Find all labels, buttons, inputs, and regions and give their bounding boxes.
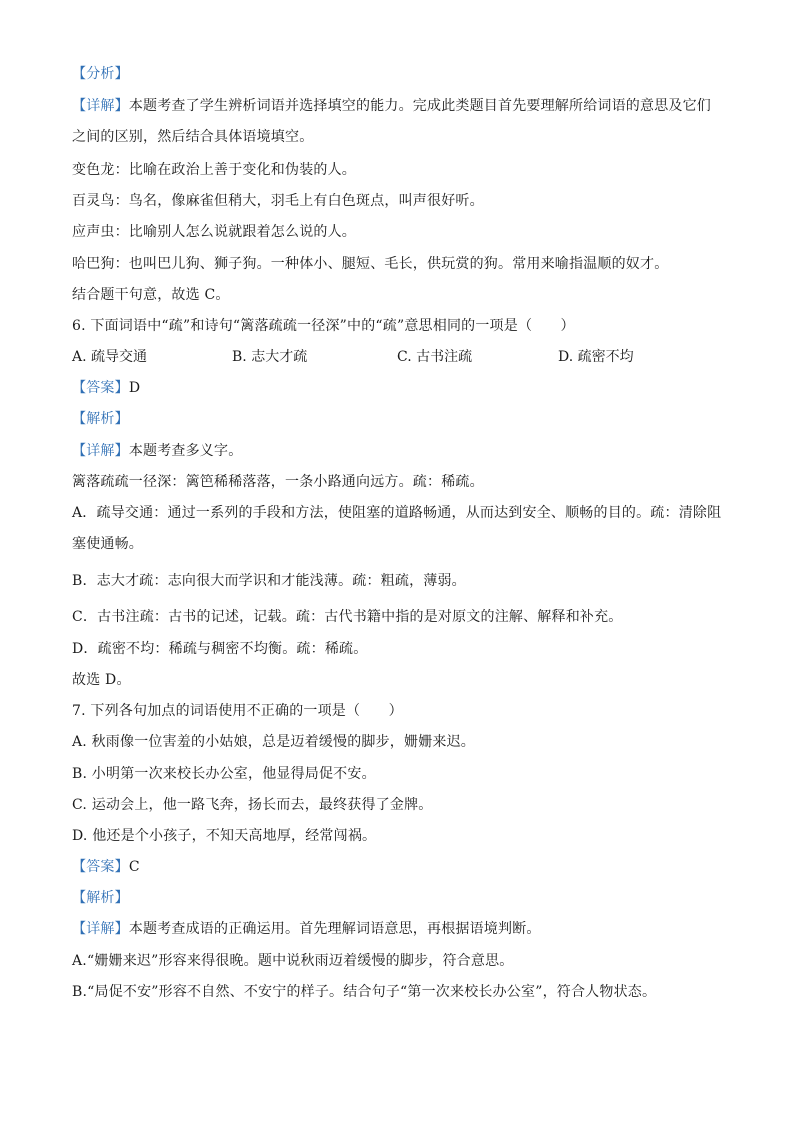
answer-6: 【答案】D (72, 380, 141, 396)
q6-option-b: B. 志大才疏 (232, 349, 308, 365)
detail-7: 【详解】本题考查成语的正确运用。首先理解词语意思，再根据语境判断。 (72, 921, 541, 937)
paragraph-option-b-6: B．志大才疏：志向很大而学识和才能浅薄。疏：粗疏，薄弱。 (72, 573, 466, 589)
paragraph-conclusion-6: 故选 D。 (72, 672, 131, 688)
tag-label: 【详解】 (72, 921, 129, 937)
paragraph-poem-meaning: 篱落疏疏一径深：篱笆稀稀落落，一条小路通向远方。疏：稀疏。 (72, 474, 484, 490)
detail-6: 【详解】本题考查多义字。 (72, 443, 243, 459)
q7-option-a: A. 秋雨像一位害羞的小姑娘，总是迈着缓慢的脚步，姗姗来迟。 (72, 734, 476, 750)
analysis-6 (72, 409, 129, 429)
paragraph-option-a-6: A．疏导交通：通过一系列的手段和方法，使阻塞的道路畅通，从而达到安全、顺畅的目的。疏：清除阻塞使通畅。 (72, 505, 722, 552)
paragraph-habagou: 哈巴狗：也叫巴儿狗、狮子狗。一种体小、腿短、毛长，供玩赏的狗。常用来喻指温顺的奴才。 (72, 256, 669, 272)
q7-option-d: D. 他还是个小孩子，不知天高地厚，经常闯祸。 (72, 828, 377, 844)
section-analysis (72, 64, 129, 84)
q6-option-d: D. 疏密不均 (558, 349, 634, 365)
tag-label: 【解析】 (72, 411, 129, 427)
answer-7: 【答案】C (72, 859, 140, 875)
tag-label: 【解析】 (72, 890, 129, 906)
q7-option-c: C. 运动会上，他一路飞奔，扬长而去，最终获得了金牌。 (72, 797, 433, 813)
paragraph-option-d-6: D．疏密不均：稀疏与稠密不均衡。疏：稀疏。 (72, 641, 368, 657)
q7-option-b: B. 小明第一次来校长办公室，他显得局促不安。 (72, 766, 376, 782)
paragraph-option-a-7: A.“姗姗来迟”形容来得很晚。题中说秋雨迈着缓慢的脚步，符合意思。 (72, 953, 514, 969)
tag-label: 【答案】 (72, 859, 129, 875)
question-6: 6. 下面词语中“疏”和诗句“篱落疏疏一径深”中的“疏”意思相同的一项是（ ） (72, 318, 575, 334)
paragraph-bailingniao: 百灵鸟：鸟名，像麻雀但稍大，羽毛上有白色斑点，叫声很好听。 (72, 193, 484, 209)
tag-label: 【分析】 (72, 66, 129, 82)
paragraph-bianselong: 变色龙：比喻在政治上善于变化和伪装的人。 (72, 162, 356, 178)
paragraph-conclusion-5: 结合题干句意，故选 C。 (72, 287, 230, 303)
paragraph-option-b-7: B.“局促不安”形容不自然、不安宁的样子。结合句子“第一次来校长办公室”，符合人物状态。 (72, 984, 657, 1000)
q6-option-c: C. 古书注疏 (397, 349, 473, 365)
paragraph-yingshengchong: 应声虫：比喻别人怎么说就跟着怎么说的人。 (72, 224, 356, 240)
paragraph-option-c-6: C．古书注疏：古书的记述，记载。疏：古代书籍中指的是对原文的注解、解释和补充。 (72, 609, 623, 625)
tag-label: 【详解】 (72, 98, 129, 114)
tag-label: 【答案】 (72, 380, 129, 396)
paragraph-detail-1: 【详解】本题考查了学生辨析词语并选择填空的能力。完成此类题目首先要理解所给词语的意思及它们之间的区别，然后结合具体语境填空。 (72, 98, 712, 145)
analysis-7 (72, 888, 129, 908)
q6-option-a: A. 疏导交通 (72, 349, 148, 365)
question-7: 7. 下列各句加点的词语使用不正确的一项是（ ） (72, 703, 403, 719)
tag-label: 【详解】 (72, 443, 129, 459)
